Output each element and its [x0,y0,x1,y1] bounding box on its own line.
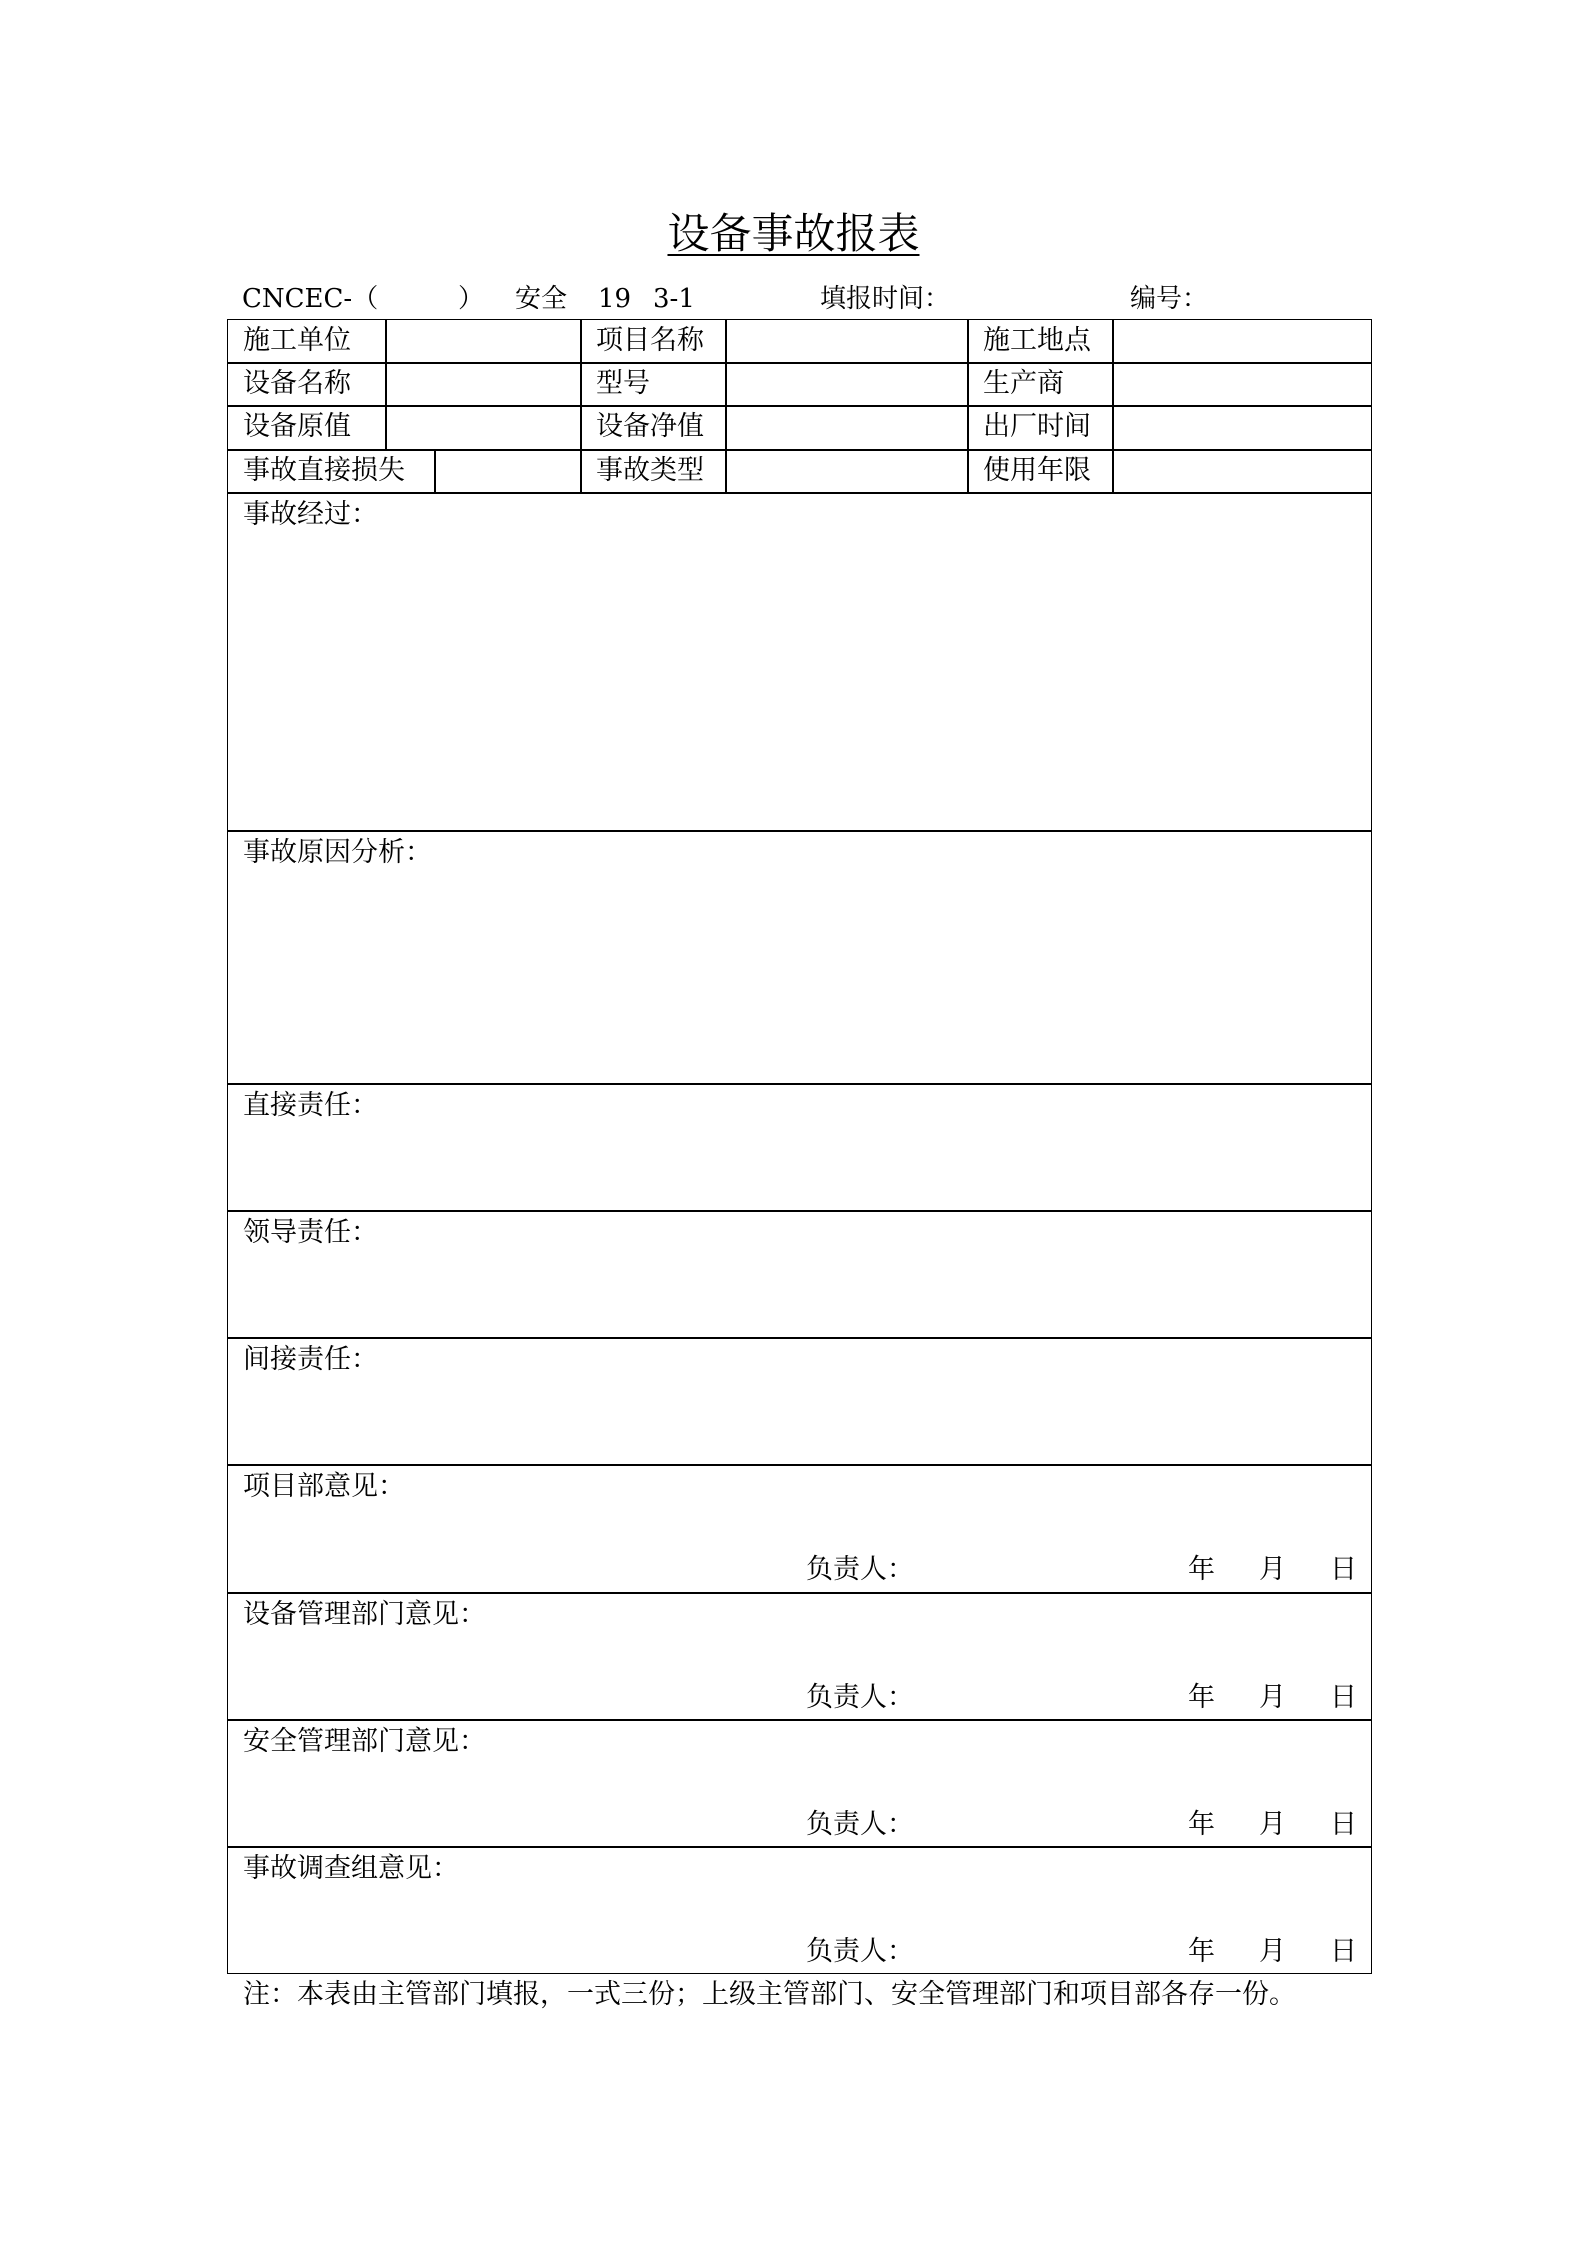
label-construction-unit: 施工单位 [243,325,351,356]
fill-time-label: 填报时间： [820,284,951,314]
year-label: 年 [1188,1809,1215,1840]
responsible-label: 负责人： [806,1936,914,1967]
table-rule [227,449,1372,451]
table-rule [227,405,1372,407]
year-label: 年 [1188,1936,1215,1967]
label-accident-type: 事故类型 [596,455,704,486]
form-number-b: 3-1 [653,284,695,314]
opinion-equipment-dept: 设备管理部门意见： [243,1599,486,1630]
responsible-label: 负责人： [806,1809,914,1840]
section-cause-analysis: 事故原因分析： [243,837,432,868]
table-rule [385,319,387,449]
form-number-a: 19 [598,284,632,314]
label-factory-date: 出厂时间 [983,411,1091,442]
day-label: 日 [1330,1936,1357,1967]
table-rule [434,449,436,492]
responsible-label: 负责人： [806,1682,914,1713]
table-rule [967,319,969,492]
category-label: 安全 [515,284,568,314]
section-accident-process: 事故经过： [243,499,378,530]
table-rule [580,319,582,492]
opinion-project-dept: 项目部意见： [243,1471,405,1502]
day-label: 日 [1330,1554,1357,1585]
section-rule [227,1592,1372,1594]
year-label: 年 [1188,1682,1215,1713]
month-label: 月 [1259,1809,1286,1840]
section-rule [227,1846,1372,1848]
table-rule [1112,319,1114,492]
table-rule [725,319,727,492]
section-rule [227,1083,1372,1085]
month-label: 月 [1259,1682,1286,1713]
year-label: 年 [1188,1554,1215,1585]
label-direct-loss: 事故直接损失 [243,455,405,486]
month-label: 月 [1259,1554,1286,1585]
section-rule [227,1464,1372,1466]
opinion-safety-dept: 安全管理部门意见： [243,1726,486,1757]
label-original-value: 设备原值 [243,411,351,442]
label-equipment-name: 设备名称 [243,368,351,399]
label-manufacturer: 生产商 [983,368,1064,399]
section-rule [227,830,1372,832]
label-construction-site: 施工地点 [983,325,1091,356]
footnote: 注：本表由主管部门填报，一式三份；上级主管部门、安全管理部门和项目部各存一份。 [243,1979,1296,2010]
month-label: 月 [1259,1936,1286,1967]
code-suffix: ） [458,284,485,314]
label-project-name: 项目名称 [596,325,704,356]
section-rule [227,1210,1372,1212]
code-prefix: CNCEC-（ [242,284,379,314]
table-rule [227,362,1372,364]
table-rule [227,492,1372,494]
responsible-label: 负责人： [806,1554,914,1585]
section-indirect-responsibility: 间接责任： [243,1344,378,1375]
label-net-value: 设备净值 [596,411,704,442]
form-title: 设备事故报表 [667,209,920,258]
label-service-years: 使用年限 [983,455,1091,486]
opinion-investigation-team: 事故调查组意见： [243,1853,459,1884]
label-model: 型号 [596,368,650,399]
section-leader-responsibility: 领导责任： [243,1217,378,1248]
day-label: 日 [1330,1682,1357,1713]
number-label: 编号： [1130,284,1209,314]
section-rule [227,1337,1372,1339]
day-label: 日 [1330,1809,1357,1840]
section-rule [227,1719,1372,1721]
section-direct-responsibility: 直接责任： [243,1090,378,1121]
